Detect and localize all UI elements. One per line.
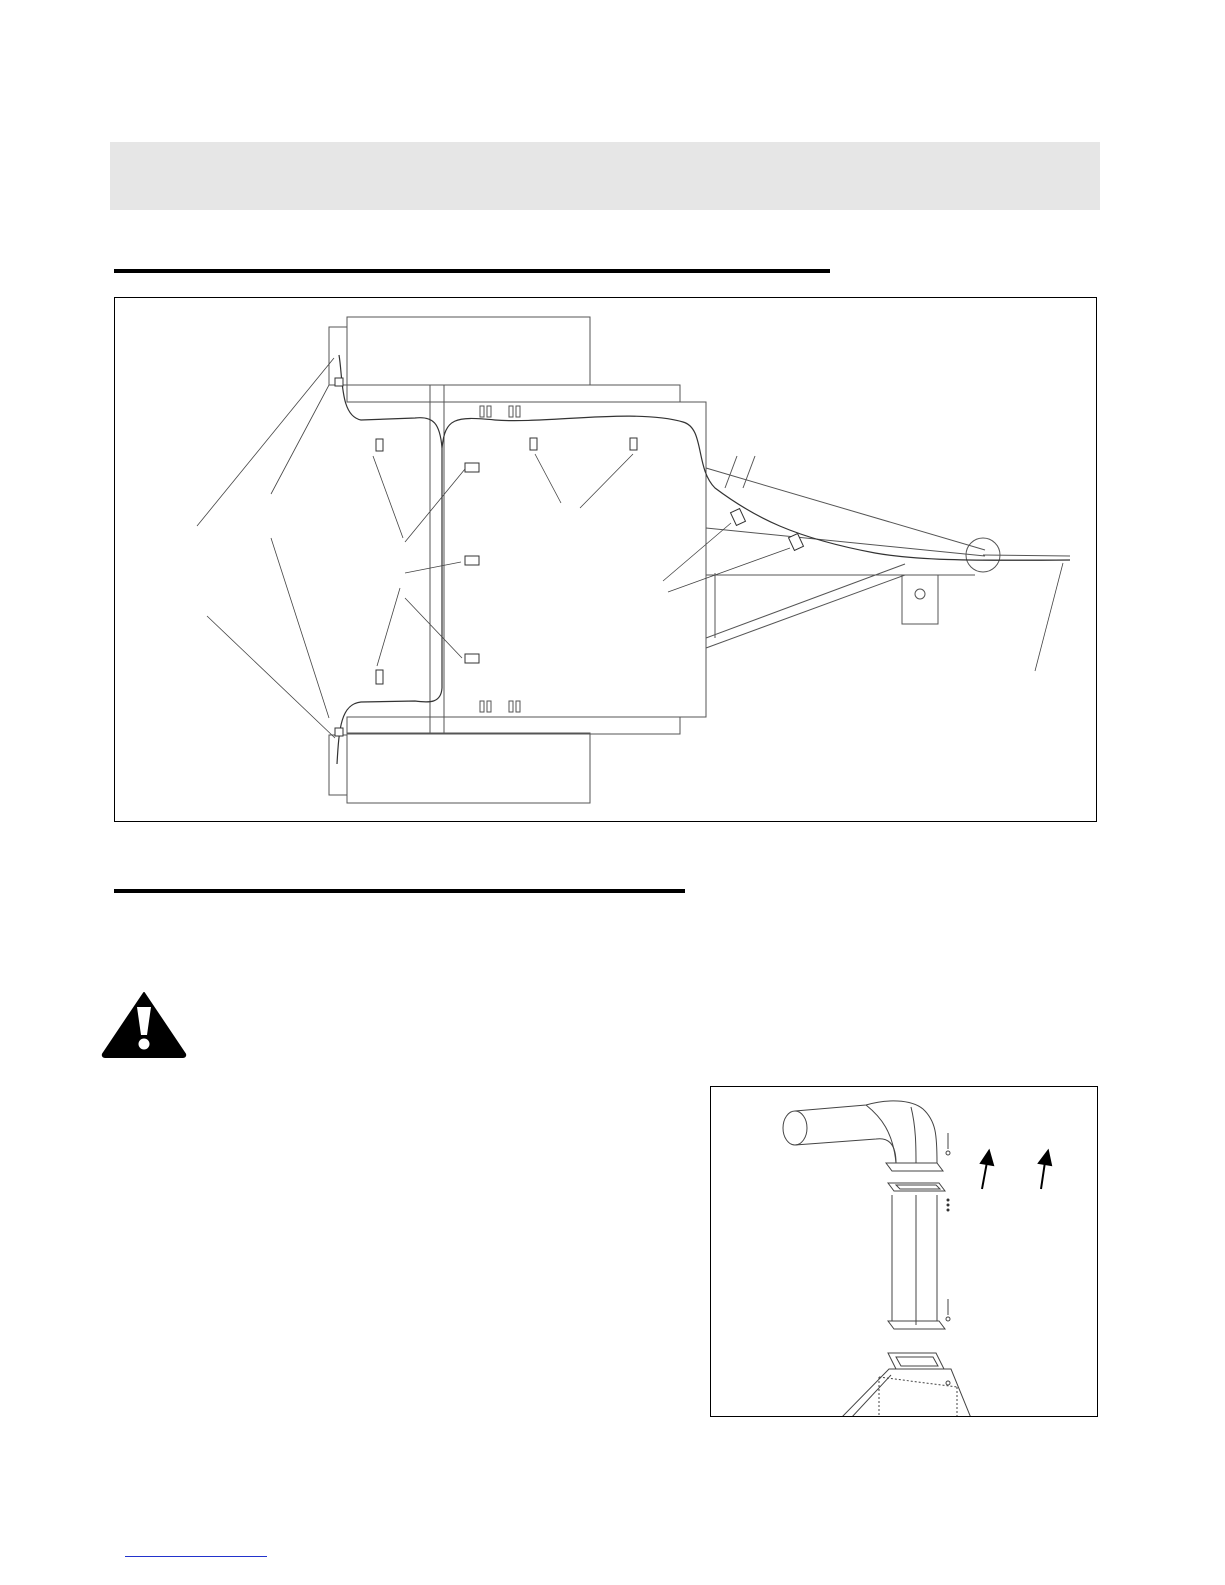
trailer-wiring-drawing bbox=[115, 298, 1098, 823]
spout-assembly-drawing bbox=[711, 1087, 1098, 1417]
footer-link-underline[interactable] bbox=[125, 1556, 267, 1559]
warning-triangle-icon bbox=[100, 990, 188, 1058]
section-rule-top bbox=[114, 269, 830, 273]
header-band bbox=[110, 142, 1100, 210]
section-rule-middle bbox=[114, 889, 685, 893]
spout-assembly-figure bbox=[710, 1086, 1098, 1417]
trailer-wiring-figure bbox=[114, 297, 1097, 822]
